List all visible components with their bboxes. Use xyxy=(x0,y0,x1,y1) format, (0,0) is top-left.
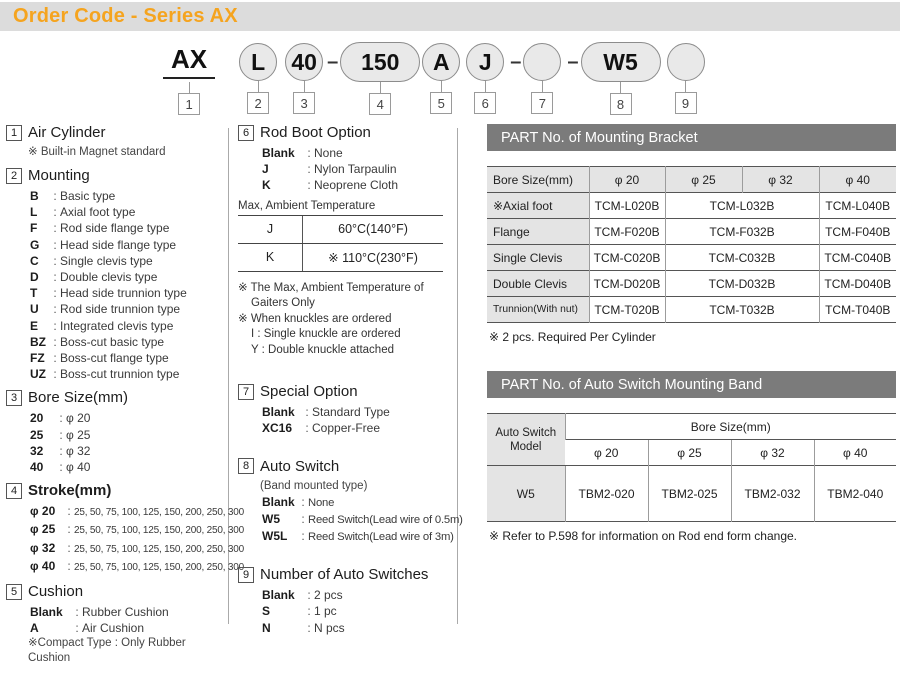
section-title: Bore Size(mm) xyxy=(28,389,129,407)
part-number-cell: TCM-C032B xyxy=(665,245,819,271)
option-row: φ 25 : 25, 50, 75, 100, 125, 150, 200, 250, 300 xyxy=(30,521,225,539)
row-label: Trunnion(With nut) xyxy=(487,297,589,323)
code-seg-1 xyxy=(163,42,215,115)
colon xyxy=(304,177,314,193)
auto-switch-band-table xyxy=(487,413,896,522)
left-column xyxy=(6,124,244,673)
section-number: 5 xyxy=(6,584,22,600)
header-cell: φ 25 xyxy=(665,167,742,193)
colon xyxy=(50,237,60,253)
part-number-cell: TCM-L040B xyxy=(819,193,896,219)
table-row xyxy=(487,466,896,522)
connector-line xyxy=(542,81,543,92)
section-note: ※ Built-in Magnet standard xyxy=(28,146,166,158)
row-label: Flange xyxy=(487,219,589,245)
option-list xyxy=(238,494,463,546)
row-label: ※Axial foot xyxy=(487,193,589,219)
colon xyxy=(72,604,82,620)
header-cell: φ 32 xyxy=(742,167,819,193)
code-dash: – xyxy=(327,50,339,73)
option-row: Blank : Rubber Cushion xyxy=(30,604,225,620)
row-label: Single Clevis xyxy=(487,245,589,271)
connector-line xyxy=(380,82,381,93)
colon xyxy=(50,285,60,301)
connector-line xyxy=(685,81,686,92)
option-row: N : N pcs xyxy=(262,620,453,636)
section-rod-boot-option xyxy=(238,124,453,358)
colon xyxy=(64,558,74,574)
table-row xyxy=(487,219,896,245)
code-seg-9 xyxy=(667,42,705,114)
part-number-cell: TCM-F020B xyxy=(589,219,665,245)
colon xyxy=(50,253,60,269)
part-number-cell: TCM-L020B xyxy=(589,193,665,219)
code-seg-6 xyxy=(466,42,504,114)
column-divider xyxy=(457,128,458,624)
colon xyxy=(50,350,60,366)
section-number: 3 xyxy=(6,390,22,406)
colon xyxy=(50,301,60,317)
section-mounting xyxy=(6,167,225,382)
option-row: φ 20 : 25, 50, 75, 100, 125, 150, 200, 250, 300 xyxy=(30,503,225,521)
code-value-bore: 40 xyxy=(285,43,323,81)
table-row xyxy=(487,271,896,297)
section-title: Cushion xyxy=(28,583,84,601)
section-number: 6 xyxy=(238,125,254,141)
option-row: D : Double clevis type xyxy=(30,269,225,285)
option-row: F : Rod side flange type xyxy=(30,220,225,236)
header-cell: Bore Size(mm) xyxy=(487,167,589,193)
colon xyxy=(72,620,82,636)
section-number: 1 xyxy=(6,125,22,141)
part-number-cell: TCM-C020B xyxy=(589,245,665,271)
header-cell: Auto Switch Model xyxy=(487,414,565,466)
colon xyxy=(304,145,314,161)
option-row: Blank : 2 pcs xyxy=(262,587,453,603)
option-list xyxy=(238,145,453,194)
table-row: J 60°C(140°F) xyxy=(238,216,443,243)
colon xyxy=(50,220,60,236)
header-cell: φ 40 xyxy=(819,167,896,193)
table-title: PART No. of Mounting Bracket xyxy=(501,129,698,146)
colon xyxy=(50,188,60,204)
section-header xyxy=(238,458,453,475)
page-title-bar xyxy=(0,2,900,31)
code-value-rod-boot: J xyxy=(466,43,504,81)
header-cell: φ 20 xyxy=(589,167,665,193)
option-list xyxy=(6,188,225,382)
option-row: XC16 : Copper-Free xyxy=(262,420,453,436)
colon xyxy=(56,427,66,443)
colon xyxy=(304,620,314,636)
option-row: 25 : φ 25 xyxy=(30,427,225,443)
part-number-cell: TCM-F040B xyxy=(819,219,896,245)
header-cell: φ 25 xyxy=(648,440,731,466)
part-number-cell: TBM2-040 xyxy=(814,466,896,522)
connector-line xyxy=(304,81,305,92)
code-num-2: 2 xyxy=(247,92,269,114)
section-header xyxy=(6,583,225,600)
code-num-5: 5 xyxy=(430,92,452,114)
colon xyxy=(50,269,60,285)
option-row: E : Integrated clevis type xyxy=(30,318,225,334)
code-seg-2 xyxy=(239,42,277,114)
section-number: 2 xyxy=(6,168,22,184)
option-row: W5 : Reed Switch(Lead wire of 0.5m) xyxy=(262,511,453,528)
spacer xyxy=(238,444,453,458)
colon xyxy=(298,528,308,544)
code-dash: – xyxy=(567,50,579,73)
connector-line xyxy=(189,82,190,93)
part-number-cell: TBM2-025 xyxy=(648,466,731,522)
note-line: Gaiters Only xyxy=(251,297,315,310)
option-row: 40 : φ 40 xyxy=(30,459,225,475)
code-dash: – xyxy=(510,50,522,73)
table-row xyxy=(487,297,896,323)
option-row: BZ : Boss-cut basic type xyxy=(30,334,225,350)
note-line: ※ The Max, Ambient Temperature of xyxy=(238,281,424,294)
code-value-mounting: L xyxy=(239,43,277,81)
option-row: Blank : Standard Type xyxy=(262,404,453,420)
section-auto-switch xyxy=(238,457,463,546)
code-num-9: 9 xyxy=(675,92,697,114)
section-air-cylinder xyxy=(6,124,225,160)
part-number-cell: TCM-T040B xyxy=(819,297,896,323)
section-title: Stroke(mm) xyxy=(28,482,112,500)
option-row: G : Head side flange type xyxy=(30,237,225,253)
option-list xyxy=(6,410,225,475)
option-list xyxy=(6,604,225,636)
code-seg-3 xyxy=(285,42,323,114)
max-temp-label: Max, Ambient Temperature xyxy=(238,199,376,212)
table-header-row xyxy=(487,167,896,193)
section-header xyxy=(238,566,453,583)
note-line: Y : Double knuckle attached xyxy=(251,343,394,356)
colon xyxy=(56,459,66,475)
code-seg-8 xyxy=(581,42,661,115)
section-header xyxy=(6,124,225,141)
colon xyxy=(50,318,60,334)
colon xyxy=(56,410,66,426)
code-value-special-option xyxy=(523,43,561,81)
rod-boot-notes xyxy=(238,281,453,359)
section-note: ※Compact Type : Only Rubber Cushion xyxy=(28,637,186,665)
colon xyxy=(50,204,60,220)
colon xyxy=(56,443,66,459)
section-number: 4 xyxy=(6,483,22,499)
table-note: ※ 2 pcs. Required Per Cylinder xyxy=(489,330,656,344)
option-list xyxy=(6,503,244,576)
option-row: FZ : Boss-cut flange type xyxy=(30,350,225,366)
option-row: K : Neoprene Cloth xyxy=(262,177,453,193)
option-row: L : Axial foot type xyxy=(30,204,225,220)
code-seg-5 xyxy=(422,42,460,114)
colon xyxy=(50,366,60,382)
option-row: Blank : None xyxy=(262,145,453,161)
section-header xyxy=(6,167,225,184)
right-column xyxy=(487,124,896,543)
option-row: U : Rod side trunnion type xyxy=(30,301,225,317)
section-title: Special Option xyxy=(260,383,358,401)
code-num-6: 6 xyxy=(474,92,496,114)
colon xyxy=(302,404,312,420)
connector-line xyxy=(258,81,259,92)
section-number-of-auto-switches xyxy=(238,566,453,636)
note-line: I : Single knuckle are ordered xyxy=(251,328,401,341)
connector-line xyxy=(441,81,442,92)
mounting-bracket-table xyxy=(487,166,896,323)
option-list xyxy=(238,404,453,436)
section-title: Auto Switch xyxy=(260,457,340,475)
option-row: B : Basic type xyxy=(30,188,225,204)
auto-switch-band-title-bar xyxy=(487,371,896,398)
section-title: Number of Auto Switches xyxy=(260,566,429,584)
table-row: K ※ 110°C(230°F) xyxy=(238,243,443,271)
code-value-cushion: A xyxy=(422,43,460,81)
header-cell: φ 40 xyxy=(814,440,896,466)
section-cushion xyxy=(6,583,225,666)
section-title: Mounting xyxy=(28,167,90,184)
option-row: S : 1 pc xyxy=(262,603,453,619)
colon xyxy=(64,521,74,537)
code-num-4: 4 xyxy=(369,93,391,115)
connector-line xyxy=(620,82,621,93)
table-header-row xyxy=(487,414,896,440)
mounting-bracket-title-bar xyxy=(487,124,896,151)
option-row: W5L : Reed Switch(Lead wire of 3m) xyxy=(262,528,453,545)
section-number: 9 xyxy=(238,567,254,583)
table-note: ※ Refer to P.598 for information on Rod end form change. xyxy=(489,529,798,543)
part-number-cell: TBM2-020 xyxy=(565,466,648,522)
colon xyxy=(64,503,74,519)
code-num-8: 8 xyxy=(610,93,632,115)
row-label: W5 xyxy=(487,466,565,522)
option-row: A : Air Cushion xyxy=(30,620,225,636)
section-special-option xyxy=(238,383,453,436)
colon xyxy=(298,511,308,527)
section-header xyxy=(6,389,225,406)
spacer xyxy=(238,365,453,383)
colon xyxy=(304,161,314,177)
part-number-cell: TCM-C040B xyxy=(819,245,896,271)
spacer xyxy=(238,552,453,566)
option-row: T : Head side trunnion type xyxy=(30,285,225,301)
option-row: C : Single clevis type xyxy=(30,253,225,269)
part-number-cell: TCM-L032B xyxy=(665,193,819,219)
option-row: J : Nylon Tarpaulin xyxy=(262,161,453,177)
section-title: Air Cylinder xyxy=(28,124,106,141)
section-header xyxy=(6,482,225,499)
code-value-ax: AX xyxy=(163,42,215,79)
code-value-auto-switch: W5 xyxy=(581,42,661,82)
option-row: φ 40 : 25, 50, 75, 100, 125, 150, 200, 250, 300 xyxy=(30,558,225,576)
section-bore-size xyxy=(6,389,225,475)
section-subtitle: (Band mounted type) xyxy=(260,479,368,492)
code-num-7: 7 xyxy=(531,92,553,114)
max-temp-table xyxy=(238,215,443,272)
colon xyxy=(304,587,314,603)
section-number: 7 xyxy=(238,384,254,400)
code-num-1: 1 xyxy=(178,93,200,115)
part-number-cell: TCM-T032B xyxy=(665,297,819,323)
section-stroke xyxy=(6,482,244,576)
order-code-diagram xyxy=(163,42,705,115)
header-cell: Bore Size(mm) xyxy=(565,414,896,440)
colon xyxy=(50,334,60,350)
code-value-switch-qty xyxy=(667,43,705,81)
header-cell: φ 20 xyxy=(565,440,648,466)
code-seg-4 xyxy=(340,42,420,115)
option-list xyxy=(238,587,453,636)
section-title: Rod Boot Option xyxy=(260,124,371,141)
section-header xyxy=(238,383,453,400)
code-num-3: 3 xyxy=(293,92,315,114)
part-number-cell: TBM2-032 xyxy=(731,466,814,522)
connector-line xyxy=(485,81,486,92)
part-number-cell: TCM-D040B xyxy=(819,271,896,297)
colon xyxy=(302,420,312,436)
colon xyxy=(298,494,308,510)
option-row: UZ : Boss-cut trunnion type xyxy=(30,366,225,382)
section-header xyxy=(238,124,453,141)
section-number: 8 xyxy=(238,458,254,474)
code-value-stroke: 150 xyxy=(340,42,420,82)
option-row: 20 : φ 20 xyxy=(30,410,225,426)
header-cell: φ 32 xyxy=(731,440,814,466)
option-row: 32 : φ 32 xyxy=(30,443,225,459)
part-number-cell: TCM-F032B xyxy=(665,219,819,245)
table-row xyxy=(487,245,896,271)
part-number-cell: TCM-T020B xyxy=(589,297,665,323)
option-row: Blank : None xyxy=(262,494,453,511)
row-label: Double Clevis xyxy=(487,271,589,297)
colon xyxy=(64,540,74,556)
option-row: φ 32 : 25, 50, 75, 100, 125, 150, 200, 250, 300 xyxy=(30,540,225,558)
middle-column xyxy=(238,124,463,643)
page-title: Order Code - Series AX xyxy=(13,5,238,27)
part-number-cell: TCM-D032B xyxy=(665,271,819,297)
part-number-cell: TCM-D020B xyxy=(589,271,665,297)
table-title: PART No. of Auto Switch Mounting Band xyxy=(501,376,763,393)
code-seg-7 xyxy=(523,42,561,114)
colon xyxy=(304,603,314,619)
table-row xyxy=(487,193,896,219)
note-line: ※ When knuckles are ordered xyxy=(238,312,392,325)
